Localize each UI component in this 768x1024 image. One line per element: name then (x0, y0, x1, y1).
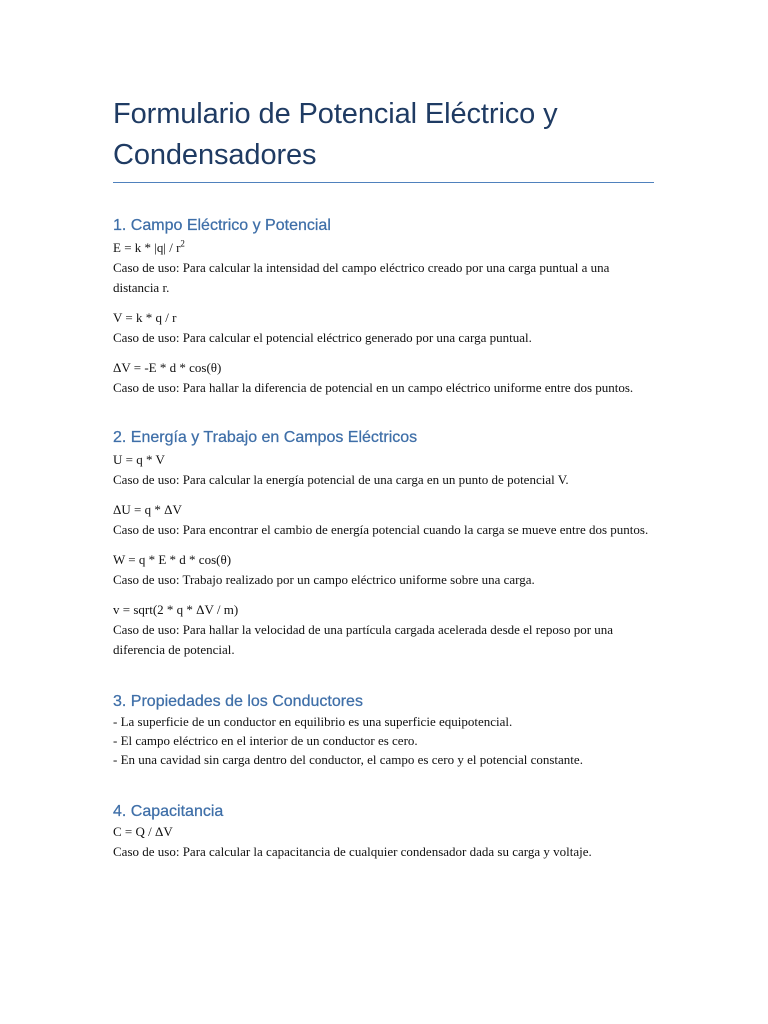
formula: v = sqrt(2 * q * ΔV / m) (113, 602, 239, 617)
document-title: Formulario de Potencial Eléctrico y Condensadores (113, 98, 558, 171)
formula: C = Q / ΔV (113, 824, 173, 839)
bullet-item: - El campo eléctrico en el interior de un conductor es cero. (113, 733, 418, 748)
section-campo-electrico (113, 216, 658, 398)
formula-block (113, 500, 658, 540)
use-case: Caso de uso: Para calcular el potencial eléctrico generado por una carga puntual. (113, 330, 532, 345)
formula: V = k * q / r (113, 310, 177, 325)
use-case: Caso de uso: Trabajo realizado por un campo eléctrico uniforme sobre una carga. (113, 572, 535, 587)
use-case: Caso de uso: Para encontrar el cambio de energía potencial cuando la carga se mueve entre dos puntos. (113, 522, 649, 537)
formula-block (113, 358, 658, 398)
formula-exponent: 2 (180, 238, 185, 249)
formula: U = q * V (113, 452, 165, 467)
section-capacitancia (113, 802, 658, 862)
formula-block (113, 238, 658, 298)
section-heading: 1. Campo Eléctrico y Potencial (113, 217, 331, 234)
section-heading: 4. Capacitancia (113, 803, 224, 820)
formula: W = q * E * d * cos(θ) (113, 552, 232, 567)
use-case: Caso de uso: Para calcular la intensidad del campo eléctrico creado por una carga puntual a una distancia r. (113, 260, 613, 295)
formula-block (113, 450, 658, 490)
formula-block (113, 822, 658, 862)
use-case: Caso de uso: Para calcular la capacitancia de cualquier condensador dada su carga y voltaje. (113, 844, 592, 859)
formula-block (113, 550, 658, 590)
formula: ΔU = q * ΔV (113, 502, 182, 517)
formula-base: E = k * |q| / r (113, 240, 181, 255)
bullet-item: - En una cavidad sin carga dentro del conductor, el campo es cero y el potencial constante. (113, 752, 583, 767)
bullet-list (113, 712, 658, 770)
section-energia-trabajo (113, 428, 658, 660)
formula (113, 238, 658, 258)
bullet-item: - La superficie de un conductor en equilibrio es una superficie equipotencial. (113, 714, 513, 729)
document-page (113, 0, 658, 862)
section-heading: 3. Propiedades de los Conductores (113, 693, 363, 710)
section-conductores (113, 692, 658, 770)
use-case: Caso de uso: Para hallar la velocidad de una partícula cargada acelerada desde el reposo por una diferencia de potencial. (113, 622, 617, 657)
title-underline (113, 182, 654, 183)
use-case: Caso de uso: Para calcular la energía potencial de una carga en un punto de potencial V. (113, 472, 569, 487)
use-case: Caso de uso: Para hallar la diferencia de potencial en un campo eléctrico uniforme entre dos puntos. (113, 380, 634, 395)
formula: ΔV = -E * d * cos(θ) (113, 360, 222, 375)
formula-block (113, 308, 658, 348)
section-heading: 2. Energía y Trabajo en Campos Eléctricos (113, 429, 418, 446)
formula-block (113, 600, 658, 660)
